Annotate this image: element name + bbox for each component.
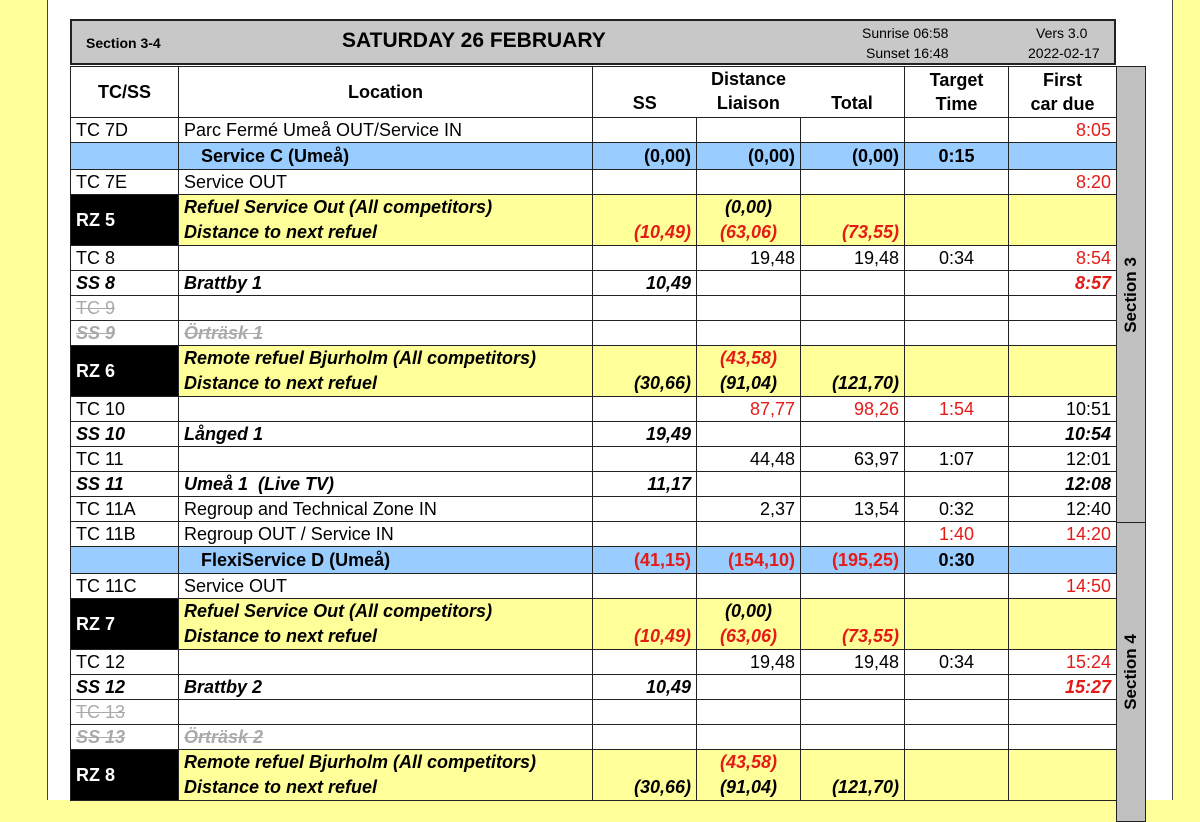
col-header-liaison: Liaison (716, 93, 780, 113)
target-cell: 0:30 (905, 547, 1009, 574)
location-cell: Brattby 1 (179, 271, 593, 296)
first-car-cell: 15:24 (1009, 650, 1117, 675)
tc-cell: TC 8 (71, 246, 179, 271)
total-cell: 19,48 (801, 246, 905, 271)
service-row (71, 547, 1117, 574)
table-row (71, 675, 1117, 700)
liaison-cell (697, 118, 801, 143)
service-name: Service C (Umeå) (179, 143, 593, 170)
refuel-location-cell: Refuel Service Out (All competitors) Distance to next refuel (179, 599, 593, 650)
ss-cell (593, 118, 697, 143)
refuel-location-cell: Remote refuel Bjurholm (All competitors) Distance to next refuel (179, 346, 593, 397)
table-row (71, 246, 1117, 271)
first-line-1: First (1043, 70, 1083, 90)
rz-cell: RZ 6 (71, 346, 179, 397)
total-cell (801, 118, 905, 143)
table-row (71, 725, 1117, 750)
ss-cell: 10,49 (593, 271, 697, 296)
first-car-cell: 10:54 (1009, 422, 1117, 447)
col-header-target-time (905, 67, 1009, 118)
first-car-cell: 12:01 (1009, 447, 1117, 472)
tc-cell: TC 10 (71, 397, 179, 422)
tc-cell: SS 8 (71, 271, 179, 296)
sunset-time: Sunset 16:48 (866, 45, 949, 61)
refuel-row (71, 750, 1117, 801)
rz-cell: RZ 5 (71, 195, 179, 246)
liaison-cell: (43,58) (91,04) (697, 750, 801, 801)
total-cell: (121,70) (801, 750, 905, 801)
tc-cell: SS 12 (71, 675, 179, 700)
table-row (71, 700, 1117, 725)
first-car-cell: 8:05 (1009, 118, 1117, 143)
version-label: Vers 3.0 (1036, 25, 1088, 41)
refuel-line-1: Refuel Service Out (All competitors) (184, 197, 493, 217)
location-cell: Örträsk 1 (179, 321, 593, 346)
ss-cell: (41,15) (593, 547, 697, 574)
tc-cell: TC 11C (71, 574, 179, 599)
col-header-first-car (1009, 67, 1117, 118)
target-cell: 1:40 (905, 522, 1009, 547)
table-row (71, 170, 1117, 195)
location-cell: Örträsk 2 (179, 725, 593, 750)
ss-cell: (30,66) (593, 750, 697, 801)
first-car-cell: 12:08 (1009, 472, 1117, 497)
tc-cell: TC 11B (71, 522, 179, 547)
section-3-label: Section 3 (1116, 66, 1146, 523)
target-line-1: Target (929, 70, 984, 90)
first-car-cell: 8:20 (1009, 170, 1117, 195)
liaison-cell: (0,00) (63,06) (697, 599, 801, 650)
refuel-line-2: Distance to next refuel (184, 222, 378, 242)
version-date: 2022-02-17 (1028, 45, 1100, 61)
section-label: Section 3-4 (86, 35, 161, 51)
tc-cell: TC 7E (71, 170, 179, 195)
ss-cell: (30,66) (593, 346, 697, 397)
total-cell: (73,55) (801, 599, 905, 650)
target-cell (905, 118, 1009, 143)
tc-cell: SS 10 (71, 422, 179, 447)
liaison-cell: 44,48 (697, 447, 801, 472)
liaison-cell: 2,37 (697, 497, 801, 522)
table-row (71, 522, 1117, 547)
itinerary-table (70, 66, 1117, 801)
location-cell: Brattby 2 (179, 675, 593, 700)
table-row (71, 447, 1117, 472)
table-row (71, 650, 1117, 675)
ss-cell: 10,49 (593, 675, 697, 700)
target-cell: 1:07 (905, 447, 1009, 472)
first-line-2: car due (1030, 94, 1095, 114)
table-row (71, 497, 1117, 522)
refuel-row (71, 195, 1117, 246)
total-cell: (73,55) (801, 195, 905, 246)
total-cell: 98,26 (801, 397, 905, 422)
tc-cell: SS 9 (71, 321, 179, 346)
liaison-cell: (43,58) (91,04) (697, 346, 801, 397)
location-cell: Service OUT (179, 170, 593, 195)
tc-cell: TC 12 (71, 650, 179, 675)
table-row (71, 397, 1117, 422)
col-header-total: Total (831, 93, 873, 113)
table-row (71, 296, 1117, 321)
tc-cell: SS 13 (71, 725, 179, 750)
table-row (71, 271, 1117, 296)
liaison-cell: (0,00) (697, 143, 801, 170)
location-cell: Umeå 1 (Live TV) (179, 472, 593, 497)
liaison-cell: 19,48 (697, 246, 801, 271)
target-cell: 0:34 (905, 650, 1009, 675)
total-cell: (121,70) (801, 346, 905, 397)
target-cell: 1:54 (905, 397, 1009, 422)
distance-header-label: Distance (710, 69, 787, 89)
table-row (71, 574, 1117, 599)
first-car-cell: 14:50 (1009, 574, 1117, 599)
target-cell: 0:32 (905, 497, 1009, 522)
first-car-cell: 14:20 (1009, 522, 1117, 547)
ss-cell: (10,49) (593, 599, 697, 650)
first-car-cell: 10:51 (1009, 397, 1117, 422)
ss-cell: 19,49 (593, 422, 697, 447)
total-cell: 63,97 (801, 447, 905, 472)
service-name: FlexiService D (Umeå) (179, 547, 593, 574)
location-cell (179, 246, 593, 271)
target-line-2: Time (935, 94, 978, 114)
location-cell: Parc Fermé Umeå OUT/Service IN (179, 118, 593, 143)
col-header-ss: SS (632, 93, 657, 113)
location-cell: Långed 1 (179, 422, 593, 447)
total-cell: (0,00) (801, 143, 905, 170)
day-title: SATURDAY 26 FEBRUARY (342, 29, 606, 52)
col-header-tcss: TC/SS (71, 67, 179, 118)
first-car-cell: 8:57 (1009, 271, 1117, 296)
rz-cell: RZ 8 (71, 750, 179, 801)
location-cell: Service OUT (179, 574, 593, 599)
table-row (71, 472, 1117, 497)
service-row (71, 143, 1117, 170)
first-car-cell: 12:40 (1009, 497, 1117, 522)
target-cell: 0:15 (905, 143, 1009, 170)
ss-cell: (10,49) (593, 195, 697, 246)
liaison-cell: 19,48 (697, 650, 801, 675)
total-cell: 19,48 (801, 650, 905, 675)
table-header-row (71, 67, 1117, 118)
liaison-cell: (154,10) (697, 547, 801, 574)
ss-cell: (0,00) (593, 143, 697, 170)
tc-cell: TC 9 (71, 296, 179, 321)
tc-cell: TC 13 (71, 700, 179, 725)
refuel-row (71, 599, 1117, 650)
col-header-location: Location (179, 67, 593, 118)
table-row (71, 321, 1117, 346)
target-cell: 0:34 (905, 246, 1009, 271)
total-cell: (195,25) (801, 547, 905, 574)
sunrise-time: Sunrise 06:58 (862, 25, 949, 41)
refuel-row (71, 346, 1117, 397)
section-4-label: Section 4 (1116, 522, 1146, 822)
first-car-cell: 8:54 (1009, 246, 1117, 271)
col-header-distance (593, 67, 905, 118)
tc-cell: SS 11 (71, 472, 179, 497)
rz-cell: RZ 7 (71, 599, 179, 650)
table-row (71, 118, 1117, 143)
table-row (71, 422, 1117, 447)
total-cell: 13,54 (801, 497, 905, 522)
first-car-cell: 15:27 (1009, 675, 1117, 700)
liaison-cell: (0,00) (63,06) (697, 195, 801, 246)
tc-cell: TC 11 (71, 447, 179, 472)
tc-cell: TC 11A (71, 497, 179, 522)
refuel-location-cell (179, 195, 593, 246)
location-cell: Regroup and Technical Zone IN (179, 497, 593, 522)
refuel-location-cell: Remote refuel Bjurholm (All competitors) Distance to next refuel (179, 750, 593, 801)
itinerary-header (70, 19, 1116, 65)
liaison-cell: 87,77 (697, 397, 801, 422)
location-cell: Regroup OUT / Service IN (179, 522, 593, 547)
ss-cell: 11,17 (593, 472, 697, 497)
tc-cell: TC 7D (71, 118, 179, 143)
